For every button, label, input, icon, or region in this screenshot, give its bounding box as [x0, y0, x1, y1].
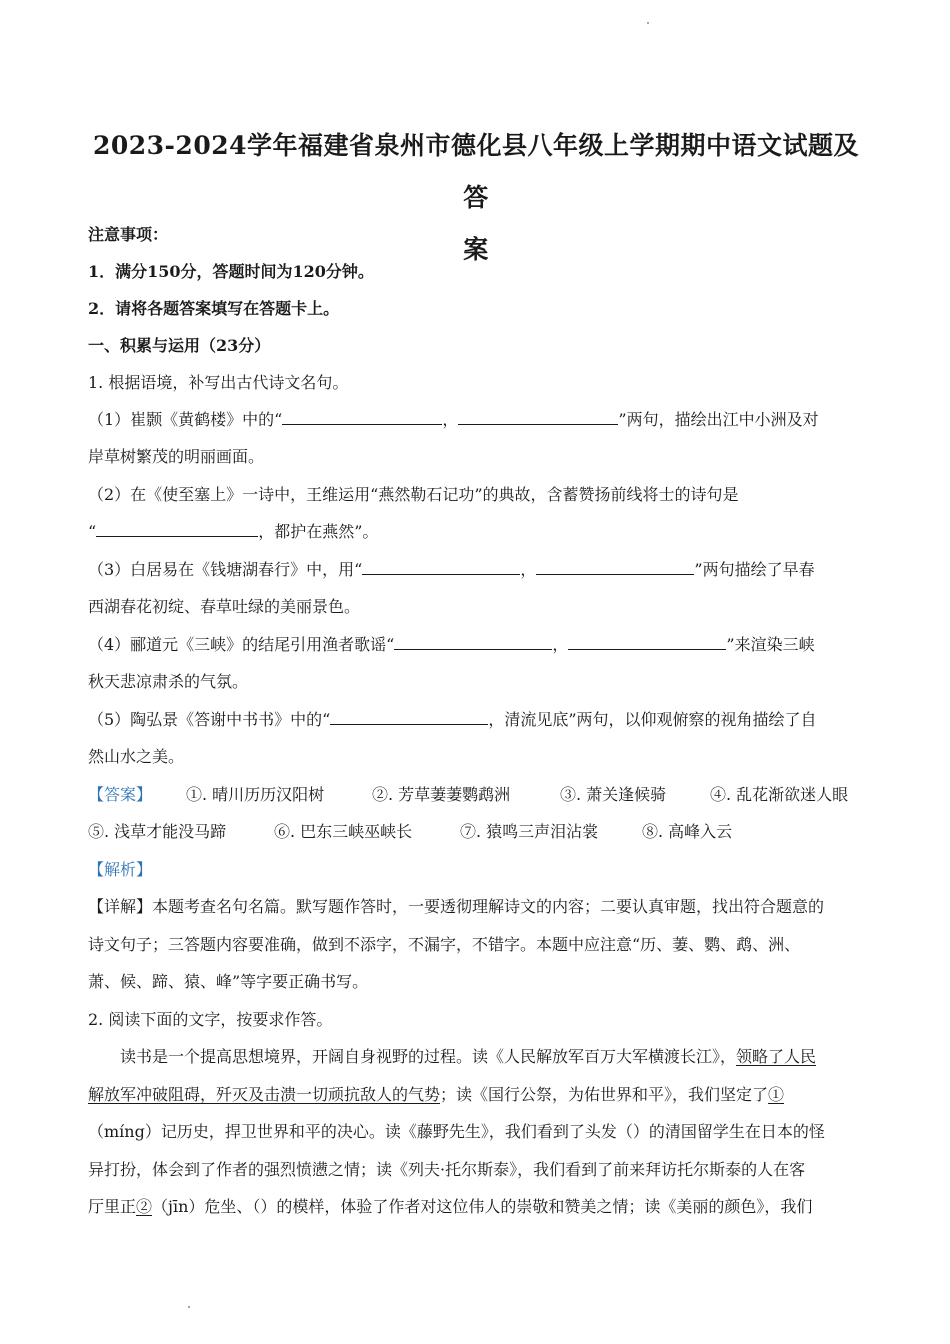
- question-1-1-line: [88, 410, 868, 430]
- answer-blank: [394, 635, 552, 650]
- q1-4-text-a: （4）郦道元《三峡》的结尾引用渔者歌谣“: [88, 635, 395, 654]
- q1-1-separator: ，: [442, 410, 459, 429]
- question-2-stem: 2. 阅读下面的文字，按要求作答。: [88, 1010, 333, 1029]
- title-line-1: 2023-2024学年福建省泉州市德化县八年级上学期期中语文试题及答: [92, 131, 860, 212]
- q1-1-text-a: （1）崔颢《黄鹤楼》中的“: [88, 410, 283, 429]
- notice-item-1: 1．满分150分，答题时间为120分钟。: [88, 262, 374, 281]
- q1-4-text-b: ”来渲染三峡: [726, 635, 815, 654]
- answer-blank: [362, 560, 520, 575]
- notice-heading: 注意事项：: [88, 225, 169, 244]
- q1-2-open-quote: “: [88, 522, 97, 541]
- question-1-5-line: [88, 710, 868, 730]
- passage-text: 读书是一个提高思想境界，开阔自身视野的过程。读《人民解放军百万大军横渡长江》，: [120, 1047, 737, 1066]
- q1-4-separator: ，: [552, 635, 569, 654]
- detail-line-2: 诗文句子；三答题内容要准确，做到不添字，不漏字，不错字。本题中应注意“历、萋、鹦、鹉、洲、: [88, 935, 801, 954]
- answer-item: ②. 芳草萋萋鹦鹉洲: [372, 785, 511, 804]
- detail-line-3: 萧、候、蹄、猿、峰”等字要正确书写。: [88, 972, 369, 991]
- q1-3-text-a: （3）白居易在《钱塘湖春行》中，用“: [88, 560, 363, 579]
- notice-item-2: 2．请将各题答案填写在答题卡上。: [88, 299, 340, 318]
- q1-3-separator: ，: [520, 560, 537, 579]
- answer-blank: [96, 522, 258, 537]
- question-1-2-cont: [88, 522, 868, 542]
- answer-label: 【答案】: [88, 785, 153, 804]
- question-1-4-line: [88, 635, 868, 655]
- passage-line-5: [88, 1197, 868, 1217]
- passage-line-1: [120, 1047, 868, 1067]
- answer-item: ⑥. 巴东三峡巫峡长: [274, 822, 413, 841]
- q1-3-text-b: ”两句描绘了早春: [694, 560, 815, 579]
- document-title: [88, 120, 864, 276]
- answer-item: ⑦. 猿鸣三声泪沾裳: [460, 822, 599, 841]
- answer-blank: [282, 410, 442, 425]
- question-1-5-cont: 然山水之美。: [88, 747, 185, 766]
- question-1-1-cont: 岸草树繁茂的明丽画面。: [88, 447, 265, 466]
- passage-line-4: 异打扮，体会到了作者的强烈愤懑之情；读《列夫·托尔斯泰》，我们看到了前来拜访托尔斯泰的人在客: [88, 1160, 806, 1179]
- answer-blank: [536, 560, 694, 575]
- title-line-2: 案: [463, 235, 489, 264]
- answer-blank: [458, 410, 618, 425]
- page-speck: [647, 22, 649, 24]
- answer-item: ⑤. 浅草才能没马蹄: [88, 822, 227, 841]
- q1-5-text-b: ，清流见底”两句，以仰观俯察的视角描绘了自: [488, 710, 817, 729]
- passage-text: 厅里正: [88, 1197, 137, 1216]
- passage-underlined: 领略了人民: [736, 1047, 817, 1066]
- answer-item: ①. 晴川历历汉阳树: [186, 785, 325, 804]
- question-1-2-line: （2）在《使至塞上》一诗中，王维运用“燕然勒石记功”的典故，含蓄赞扬前线将士的诗句是: [88, 485, 739, 504]
- passage-text: （jīn）危坐、（）的模样，体验了作者对这位伟人的崇敬和赞美之情；读《美丽的颜色》，我们: [152, 1197, 813, 1216]
- answer-item: ⑧. 高峰入云: [642, 822, 733, 841]
- q1-1-text-b: ”两句，描绘出江中小洲及对: [618, 410, 819, 429]
- page-speck: [188, 1306, 190, 1308]
- question-1-4-cont: 秋天悲凉肃杀的气氛。: [88, 672, 249, 691]
- blank-marker-1: ①: [768, 1085, 785, 1104]
- detail-line-1: 【详解】本题考查名句名篇。默写题作答时，一要透彻理解诗文的内容；二要认真审题，找出符合题意的: [88, 897, 825, 916]
- passage-text: ；读《国行公祭，为佑世界和平》，我们坚定了: [440, 1085, 769, 1104]
- answer-blank: [568, 635, 726, 650]
- q1-2-text-b: ，都护在燕然”。: [258, 522, 379, 541]
- question-1-3-cont: 西湖春花初绽、春草吐绿的美丽景色。: [88, 597, 361, 616]
- passage-line-2: [88, 1085, 868, 1105]
- blank-marker-2: ②: [136, 1197, 153, 1216]
- passage-underlined: 解放军冲破阻碍，歼灭及击溃一切顽抗敌人的气势: [88, 1085, 441, 1104]
- answer-item: ③. 萧关逢候骑: [560, 785, 667, 804]
- question-1-3-line: [88, 560, 868, 580]
- passage-line-3: （míng）记历史，捍卫世界和平的决心。读《藤野先生》，我们看到了头发（）的清国留学生在日本的怪: [88, 1122, 825, 1141]
- section-heading-1: 一、积累与运用（23分）: [88, 336, 271, 355]
- answer-blank: [330, 710, 488, 725]
- q1-5-text-a: （5）陶弘景《答谢中书书》中的“: [88, 710, 331, 729]
- question-1-stem: 1. 根据语境，补写出古代诗文名句。: [88, 373, 349, 392]
- answer-item: ④. 乱花渐欲迷人眼: [710, 785, 849, 804]
- analysis-label: 【解析】: [88, 860, 153, 879]
